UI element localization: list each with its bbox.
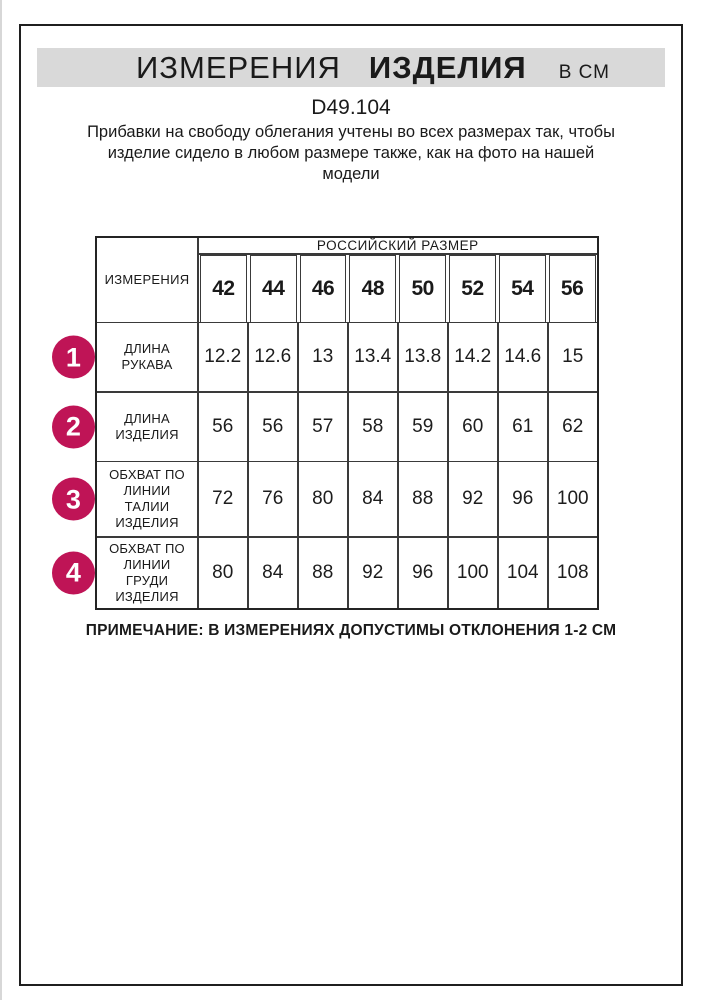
size-group-header: РОССИЙСКИЙ РАЗМЕР (199, 238, 598, 253)
size-header-48: 48 (349, 255, 396, 322)
value-cell-r4-size56: 108 (549, 538, 598, 608)
value-cell-r3-size52: 92 (449, 462, 498, 536)
value-cell-r2-size42: 56 (199, 393, 248, 461)
description-text: Прибавки на свободу облегания учтены во всех размерах так, чтобы изделие сидело в любом размере также, как на фото на нашей модели (87, 123, 615, 183)
size-header-56: 56 (549, 255, 596, 322)
value-cell-r3-size42: 72 (199, 462, 248, 536)
row-label-text: ОБХВАТ ПО ЛИНИИ ГРУДИ ИЗДЕЛИЯ (109, 540, 185, 604)
value-cell-r3-size50: 88 (399, 462, 448, 536)
value-cell-r3-size44: 76 (249, 462, 298, 536)
row-marker-1: 1 (52, 336, 95, 379)
value-cell-r2-size56: 62 (549, 393, 598, 461)
value-cell-r1-size52: 14.2 (449, 323, 498, 391)
value-cell-r1-size56: 15 (549, 323, 598, 391)
page-frame (19, 24, 683, 986)
row-label-4 (65, 538, 197, 608)
value-cell-r2-size46: 57 (299, 393, 348, 461)
size-header-54: 54 (499, 255, 546, 322)
row-marker-4: 4 (52, 551, 95, 594)
row-marker-3: 3 (52, 478, 95, 521)
scan-edge-artifact (0, 0, 2, 1000)
value-cell-r2-size54: 61 (499, 393, 548, 461)
title-measurements: ИЗМЕРЕНИЯ (136, 49, 341, 85)
table-corner-label: ИЗМЕРЕНИЯ (97, 238, 197, 322)
value-cell-r3-size54: 96 (499, 462, 548, 536)
value-cell-r3-size56: 100 (549, 462, 598, 536)
value-cell-r4-size48: 92 (349, 538, 398, 608)
value-cell-r4-size44: 84 (249, 538, 298, 608)
title-product: ИЗДЕЛИЯ (368, 49, 527, 85)
size-table (65, 236, 599, 610)
value-cell-r1-size54: 14.6 (499, 323, 548, 391)
value-cell-r4-size42: 80 (199, 538, 248, 608)
size-table-zone (65, 236, 681, 610)
size-header-50: 50 (399, 255, 446, 322)
value-cell-r4-size46: 88 (299, 538, 348, 608)
row-marker-2: 2 (52, 405, 95, 448)
row-label-3 (65, 462, 197, 536)
value-cell-r3-size46: 80 (299, 462, 348, 536)
value-cell-r2-size50: 59 (399, 393, 448, 461)
value-cell-r1-size42: 12.2 (199, 323, 248, 391)
size-header-44: 44 (250, 255, 297, 322)
row-label-2 (65, 393, 197, 461)
sizes-row (199, 255, 598, 322)
value-cell-r3-size48: 84 (349, 462, 398, 536)
value-cell-r4-size54: 104 (499, 538, 548, 608)
value-cell-r1-size46: 13 (299, 323, 348, 391)
value-cell-r4-size50: 96 (399, 538, 448, 608)
title-bar-text (136, 50, 610, 86)
title-bar (37, 48, 665, 87)
value-cell-r2-size52: 60 (449, 393, 498, 461)
value-cell-r4-size52: 100 (449, 538, 498, 608)
row-label-text: ОБХВАТ ПО ЛИНИИ ТАЛИИ ИЗДЕЛИЯ (109, 467, 185, 530)
size-header-42: 42 (200, 255, 247, 322)
title-units: В СМ (558, 61, 610, 83)
model-code: D49.104 (311, 96, 391, 119)
row-label-text: ДЛИНА РУКАВА (121, 341, 173, 372)
value-cell-r2-size44: 56 (249, 393, 298, 461)
size-header-46: 46 (300, 255, 347, 322)
value-cell-r1-size48: 13.4 (349, 323, 398, 391)
row-label-1 (65, 323, 197, 391)
size-header-52: 52 (449, 255, 496, 322)
value-cell-r1-size44: 12.6 (249, 323, 298, 391)
value-cell-r1-size50: 13.8 (399, 323, 448, 391)
note-text: ПРИМЕЧАНИЕ: В ИЗМЕРЕНИЯХ ДОПУСТИМЫ ОТКЛОНЕНИЯ 1-2 СМ (85, 621, 617, 639)
row-label-text: ДЛИНА ИЗДЕЛИЯ (115, 410, 179, 442)
value-cell-r2-size48: 58 (349, 393, 398, 461)
